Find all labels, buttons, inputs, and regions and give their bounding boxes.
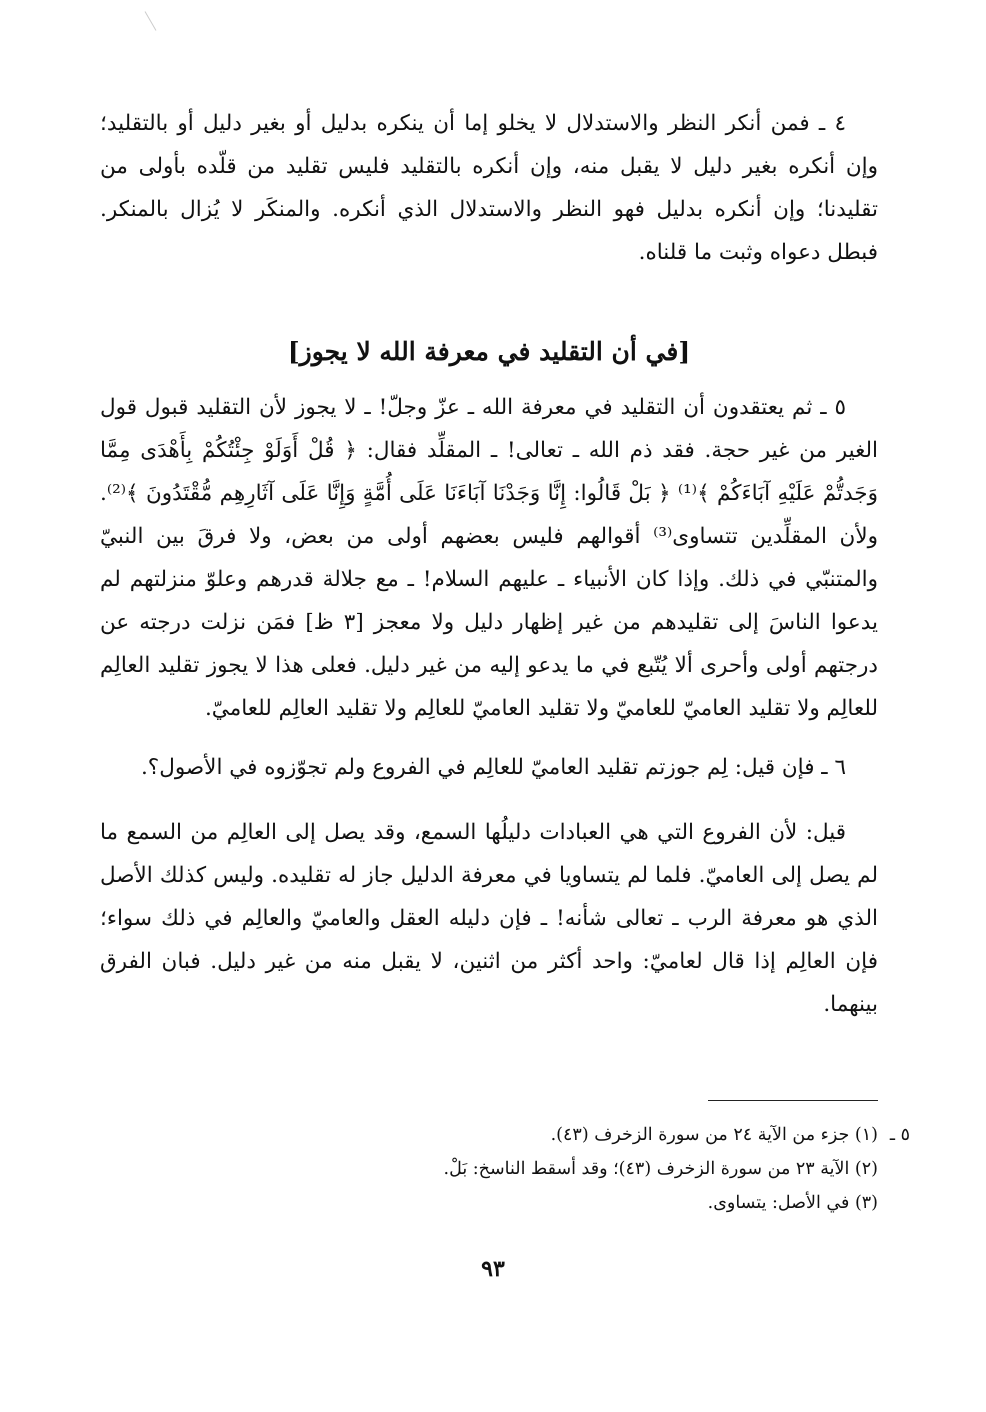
paragraph-answer: قيل: لأن الفروع التي هي العبادات دليلُها السمع، وقد يصل إلى العالِم من السمع ما لم يصل إلى العاميّ. فلما لم يتساويا في معرفة الدليل جاز له تقليده. وليس كذلك الأصل الذي هو معرفة الرب ـ تعالى شأنه! ـ فإن دليله العقل والعاميّ والعالِم في ذلك سواء؛ فإن العالِم إذا قال لعاميّ: واحد أكثر من اثنين، لا يقبل منه من غير دليل. فبان الفرق بينهما. bbox=[100, 820, 878, 1017]
footnote-block bbox=[100, 1118, 910, 1220]
footnote-2: (٢) الآية ٢٣ من سورة الزخرف (٤٣)؛ وقد أسقط الناسخ: بَلْ. bbox=[443, 1159, 878, 1179]
section-heading: [في أن التقليد في معرفة الله لا يجوز] bbox=[287, 337, 691, 366]
scan-speck bbox=[145, 11, 157, 31]
footnote-1: (١) جزء من الآية ٢٤ من سورة الزخرف (٤٣). bbox=[550, 1125, 878, 1145]
footnote-paragraph-marker: ٥ ـ bbox=[889, 1125, 910, 1145]
footnotes bbox=[100, 1118, 910, 1220]
paragraph-5: ٥ ـ ثم يعتقدون أن التقليد في معرفة الله ـ عزّ وجلّ! ـ لا يجوز لأن التقليد قبول قول الغير من غير حجة. فقد ذم الله ـ تعالى! ـ المقلِّد فقال: ﴿ قُلْ أَوَلَوْ جِئْتُكُمْ بِأَهْدَى مِمَّا وَجَدتُّمْ عَلَيْهِ آبَاءَكُمْ ﴾⁽¹⁾ ﴿ بَلْ قَالُوا: إِنَّا وَجَدْنَا آبَاءَنَا عَلَى أُمَّةٍ وَإِنَّا عَلَى آثَارِهِم مُّقْتَدُونَ ﴾⁽²⁾. ولأن المقلِّدين تتساوى⁽³⁾ أقوالهم فليس بعضهم أولى من بعض، ولا فرقَ بين النبيّ والمتنبّي في ذلك. وإذا كان الأنبياء ـ عليهم السلام! ـ مع جلالة قدرهم وعلوّ منزلتهم لم يدعوا الناسَ إلى تقليدهم من غير إظهار دليل ولا معجز [٣ ظ] فمَن نزلت درجته عن درجتهم أولى وأحرى ألا يُتّبع في ما يدعو إليه من غير دليل. فعلى هذا لا يجوز تقليد العالِم للعالِم ولا تقليد العاميّ للعاميّ ولا تقليد العاميّ للعالِم ولا تقليد العالِم للعاميّ. bbox=[100, 395, 879, 721]
main-text bbox=[100, 90, 878, 1026]
footnote-3: (٣) في الأصل: يتساوى. bbox=[707, 1193, 878, 1213]
page-number: ٩٣ bbox=[481, 1256, 505, 1282]
paragraph-4: ٤ ـ فمن أنكر النظر والاستدلال لا يخلو إما أن ينكره بدليل أو بغير دليل أو بالتقليد؛ وإن أنكره بغير دليل لا يقبل منه، وإن أنكره بالتقليد فليس تقليد من قلّده بأولى من تقليدنا؛ وإن أنكره بدليل فهو النظر والاستدلال الذي أنكره. والمنكَر لا يُزال بالمنكر. فبطل دعواه وثبت ما قلناه. bbox=[100, 111, 878, 265]
paragraph-6: ٦ ـ فإن قيل: لِم جوزتم تقليد العاميّ للعالِم في الفروع ولم تجوّزوه في الأصول؟. bbox=[140, 755, 846, 780]
footnote-divider bbox=[708, 1100, 878, 1101]
